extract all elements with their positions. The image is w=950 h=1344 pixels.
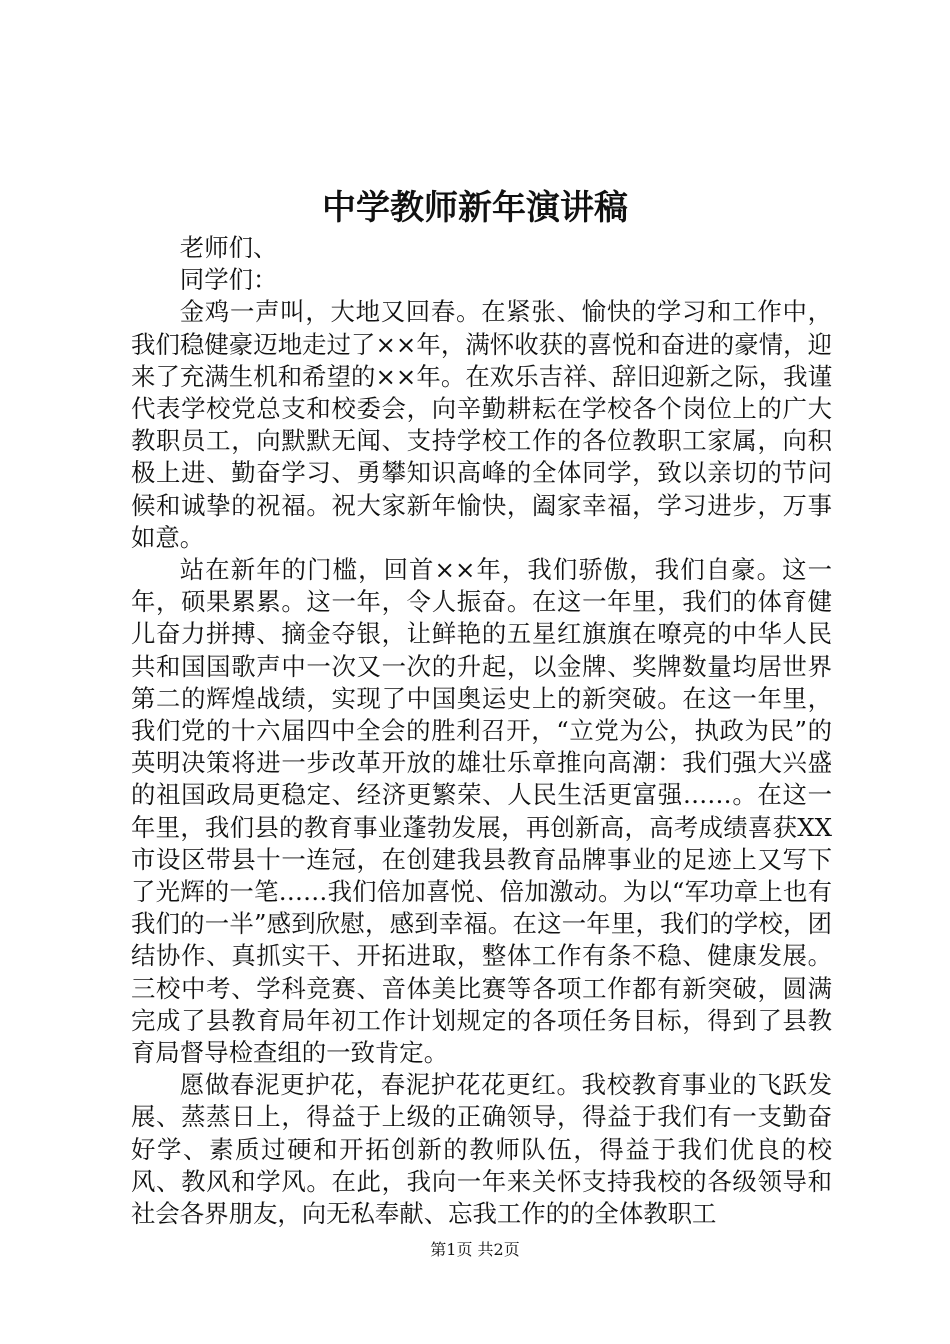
greeting-line: 老师们、 <box>179 233 278 262</box>
page-title: 中学教师新年演讲稿 <box>322 188 628 228</box>
body-paragraph: 站在新年的门槛，回首××年，我们骄傲，我们自豪。这一年，硕果累累。这一年，令人振奋。在这一年里，我们的体育健儿奋力拼搏、摘金夺银，让鲜艳的五星红旗旗在嘹亮的中华人民共和国国歌声中一次又一次的升起，以金牌、奖牌数量均居世界第二的辉煌战绩，实现了中国奥运史上的新突破。在这一年里，我们党的十六届四中全会的胜利召开，“立党为公，执政为民”的英明决策将进一步改革开放的雄壮乐章推向高潮：我们强大兴盛的祖国政局更稳定、经济更繁荣、人民生活更富强……。在这一年里，我们县的教育事业蓬勃发展，再创新高，高考成绩喜获XX市设区带县十一连冠，在创建我县教育品牌事业的足迹上又写下了光辉的一笔……我们倍加喜悦、倍加激动。为以“军功章上也有我们的一半”感到欣慰，感到幸福。在这一年里，我们的学校，团结协作、真抓实干、开拓进取，整体工作有条不稳、健康发展。三校中考、学科竞赛、音体美比赛等各项工作都有新突破，圆满完成了县教育局年初工作计划规定的各项任务目标，得到了县教育局督导检查组的一致肯定。 <box>131 555 832 1068</box>
body-paragraph: 金鸡一声叫，大地又回春。在紧张、愉快的学习和工作中，我们稳健豪迈地走过了××年，满怀收获的喜悦和奋进的豪情，迎来了充满生机和希望的××年。在欢乐吉祥、辞旧迎新之际，我谨代表学校党总支和校委会，向辛勤耕耘在学校各个岗位上的广大教职员工，向默默无闻、支持学校工作的各位教职工家属，向积极上进、勤奋学习、勇攀知识高峰的全体同学，致以亲切的节问候和诚挚的祝福。祝大家新年愉快，阖家幸福，学习进步，万事如意。 <box>131 297 832 552</box>
greeting-line: 同学们： <box>179 265 278 295</box>
document-body <box>131 232 832 1230</box>
page-footer: 第1页 共2页 <box>430 1240 520 1259</box>
body-paragraph: 愿做春泥更护花，春泥护花花更红。我校教育事业的飞跃发展、蒸蒸日上，得益于上级的正确领导，得益于我们有一支勤奋好学、素质过硬和开拓创新的教师队伍，得益于我们优良的校风、教风和学风。在此，我向一年来关怀支持我校的各级领导和社会各界朋友，向无私奉献、忘我工作的的全体教职工 <box>131 1070 832 1229</box>
